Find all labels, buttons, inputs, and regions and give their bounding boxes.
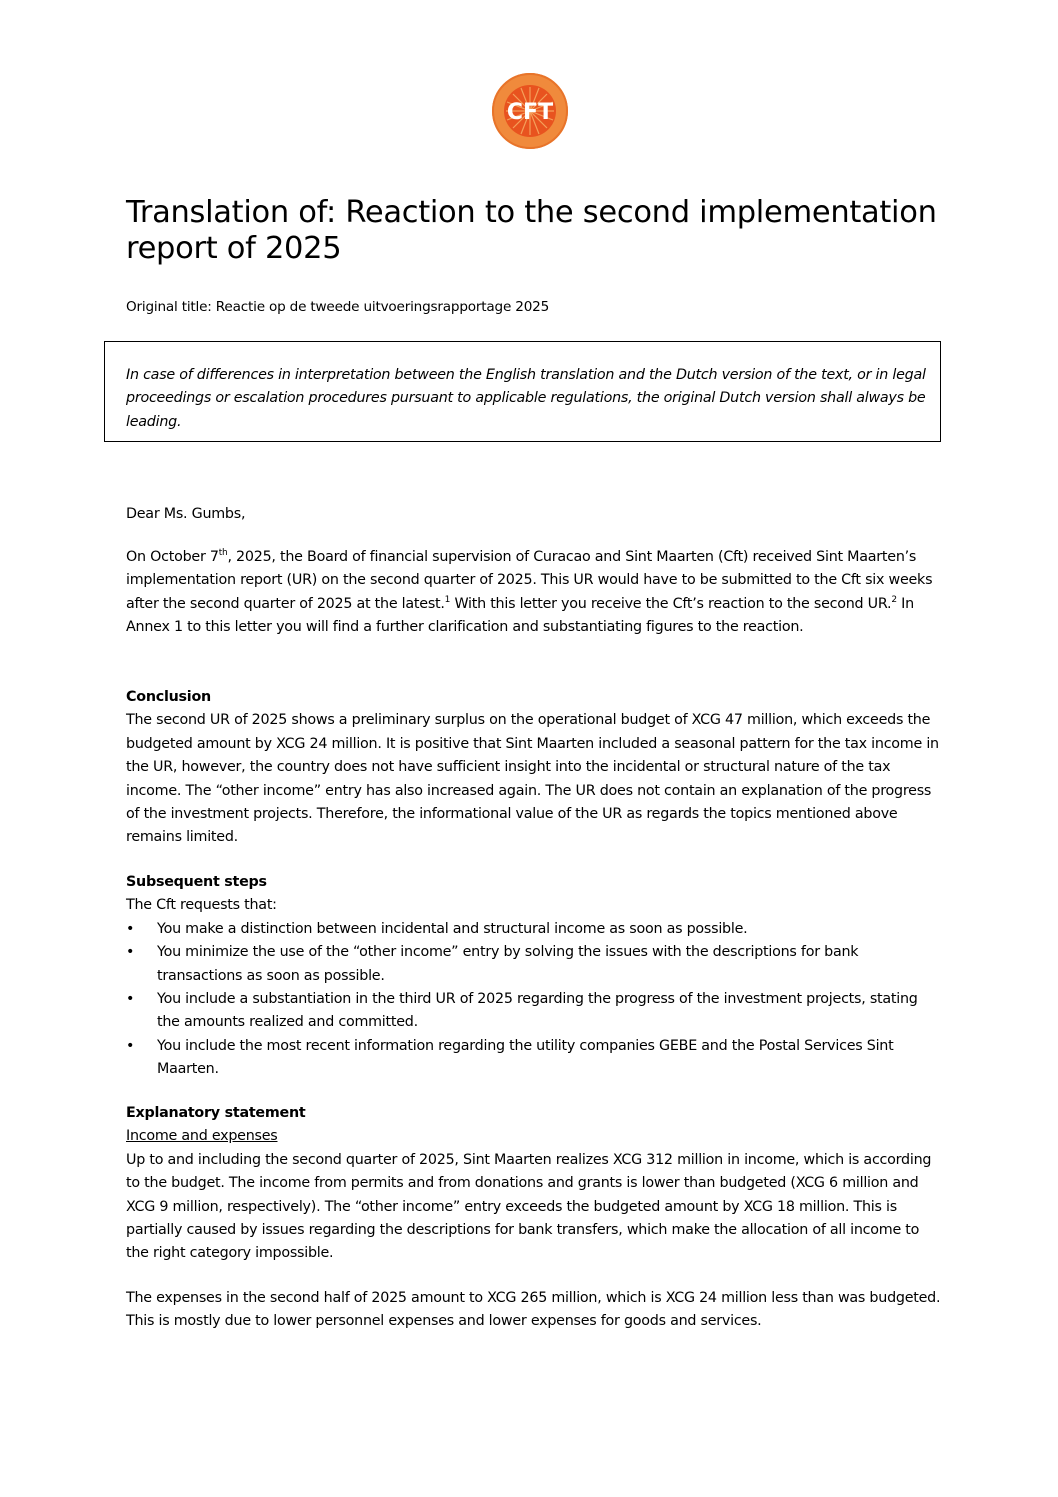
bullet-icon: • xyxy=(126,944,135,961)
salutation: Dear Ms. Gumbs, xyxy=(126,506,246,522)
conclusion-section xyxy=(126,686,941,850)
bullet-icon: • xyxy=(126,920,135,937)
expenses-paragraph: The expenses in the second half of 2025 amount to XCG 265 million, which is XCG 24 million less than was budgeted. This is mostly due to lower personnel expenses and lower expenses for goods and services. xyxy=(126,1290,941,1330)
intro-text-1: On October 7 xyxy=(126,549,219,565)
bullet-icon: • xyxy=(126,991,135,1008)
conclusion-heading: Conclusion xyxy=(126,689,211,705)
requests-list xyxy=(126,918,941,1082)
list-item xyxy=(126,941,941,988)
intro-paragraph xyxy=(126,546,941,640)
intro-text-3: With this letter you receive the Cft’s reaction to the second UR. xyxy=(450,595,892,612)
document-title: Translation of: Reaction to the second implementation report of 2025 xyxy=(126,195,937,266)
translation-disclaimer-box xyxy=(104,341,941,442)
list-item xyxy=(126,1035,941,1082)
subsequent-steps-intro: The Cft requests that: xyxy=(126,897,277,914)
list-item-text: You include the most recent information regarding the utility companies GEBE and the Postal Services Sint Maarten. xyxy=(157,1037,894,1078)
list-item-text: You minimize the use of the “other income” entry by solving the issues with the descriptions for bank transactions as soon as possible. xyxy=(157,944,859,984)
list-item xyxy=(126,918,941,941)
cft-seal-icon xyxy=(491,72,569,150)
list-item-text: You make a distinction between incidental and structural income as soon as possible. xyxy=(157,920,748,937)
ordinal-suffix: th xyxy=(218,548,228,559)
explanatory-heading: Explanatory statement xyxy=(126,1105,306,1121)
disclaimer-text: In case of differences in interpretation between the English translation and the Dutch version of the text, or in legal proceedings or escalation procedures pursuant to applicable regulations, the original Dutch version shall always be leading. xyxy=(126,367,926,430)
salutation-block xyxy=(126,503,941,526)
income-expenses-subheading: Income and expenses xyxy=(126,1128,278,1145)
intro-text-4: In Annex 1 to this letter you will find a further clarification and substantiating figures to the reaction. xyxy=(126,595,914,636)
bullet-icon: • xyxy=(126,1037,135,1054)
income-paragraph: Up to and including the second quarter of 2025, Sint Maarten realizes XCG 312 million in income, which is according to the budget. The income from permits and from donations and grants is lower than budgeted (XCG 6 million and XCG 9 million, respectively). The “other income” entry exceeds the budgeted amount by XCG 18 million. This is partially caused by issues regarding the descriptions for bank transfers, which make the allocation of all income to the right category impossible. xyxy=(126,1151,932,1262)
explanatory-section xyxy=(126,1102,941,1266)
subsequent-steps-section xyxy=(126,871,941,1082)
subsequent-steps-heading: Subsequent steps xyxy=(126,874,267,890)
intro-text-2: , 2025, the Board of financial supervision of Curacao and Sint Maarten (Cft) received Sint Maarten’s implementation report (UR) on the second quarter of 2025. This UR would have to be submitted to the Cft six weeks after the second quarter of 2025 at the latest. xyxy=(126,549,933,612)
footnote-ref-2[interactable]: 2 xyxy=(891,595,897,606)
expenses-paragraph-block xyxy=(126,1287,941,1334)
list-item xyxy=(126,988,941,1035)
cft-logo xyxy=(491,72,569,150)
conclusion-text: The second UR of 2025 shows a preliminary surplus on the operational budget of XCG 47 million, which exceeds the budgeted amount by XCG 24 million. It is positive that Sint Maarten included a seasonal pattern for the tax income in the UR, however, the country does not have sufficient insight into the incidental or structural nature of the tax income. The “other income” entry has also increased again. The UR does not contain an explanation of the progress of the investment projects. Therefore, the informational value of the UR as regards the topics mentioned above remains limited. xyxy=(126,712,939,846)
logo-text: CFT xyxy=(506,100,554,125)
list-item-text: You include a substantiation in the third UR of 2025 regarding the progress of the investment projects, stating the amounts realized and committed. xyxy=(157,991,918,1031)
footnote-ref-1[interactable]: 1 xyxy=(444,595,451,606)
original-title: Original title: Reactie op de tweede uitvoeringsrapportage 2025 xyxy=(126,299,550,315)
